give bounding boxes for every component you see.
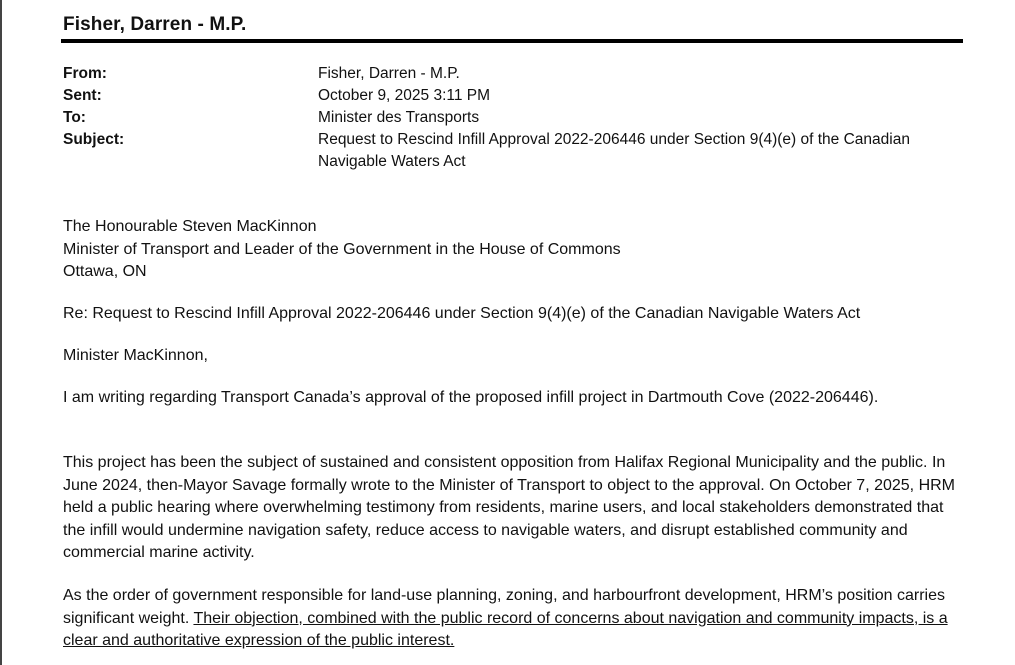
paragraph-3 [63, 585, 958, 653]
paragraph-3-text: As the order of government responsible for land-use planning, zoning, and harbourfront development, HRM’s position carries significant weight. [63, 587, 945, 627]
to-label: To: [63, 109, 86, 126]
salutation: Minister MacKinnon, [63, 347, 208, 364]
address-line-name: The Honourable Steven MacKinnon [63, 218, 317, 235]
address-line-city: Ottawa, ON [63, 263, 147, 280]
to-value: Minister des Transports [318, 109, 480, 126]
address-line-title: Minister of Transport and Leader of the Government in the House of Commons [63, 240, 621, 258]
sent-value: October 9, 2025 3:11 PM [318, 87, 491, 104]
from-value: Fisher, Darren - M.P. [318, 65, 460, 82]
recipient-address [63, 216, 958, 284]
paragraph-3-underlined-text: Their objection, combined with the public record of concerns about navigation and community impacts, is a clear and authoritative expression of the public interest. [63, 609, 948, 649]
paragraph-2: This project has been the subject of sustained and consistent opposition from Halifax Regional Municipality and the public. In June 2024, then-Mayor Savage formally wrote to the Minister of Transport to object to the approval. On October 7, 2025, HRM held a public hearing where overwhelming testimony from residents, marine users, and local stakeholders demonstrated that the infill would undermine navigation safety, reduce access to navigable waters, and disrupt established community and commercial marine activity. [63, 454, 956, 561]
page-left-border [0, 0, 2, 665]
subject-label: Subject: [63, 131, 125, 148]
subject-value: Request to Rescind Infill Approval 2022-206446 under Section 9(4)(e) of the Canadian Navigable Waters Act [318, 131, 910, 170]
paragraph-1: I am writing regarding Transport Canada’s approval of the proposed infill project in Dartmouth Cove (2022-206446). [63, 389, 879, 406]
from-label: From: [63, 65, 107, 82]
header-divider [61, 39, 963, 43]
sender-header-name: Fisher, Darren - M.P. [63, 14, 247, 35]
sent-label: Sent: [63, 87, 102, 104]
re-line: Re: Request to Rescind Infill Approval 2022-206446 under Section 9(4)(e) of the Canadian Navigable Waters Act [63, 305, 861, 322]
